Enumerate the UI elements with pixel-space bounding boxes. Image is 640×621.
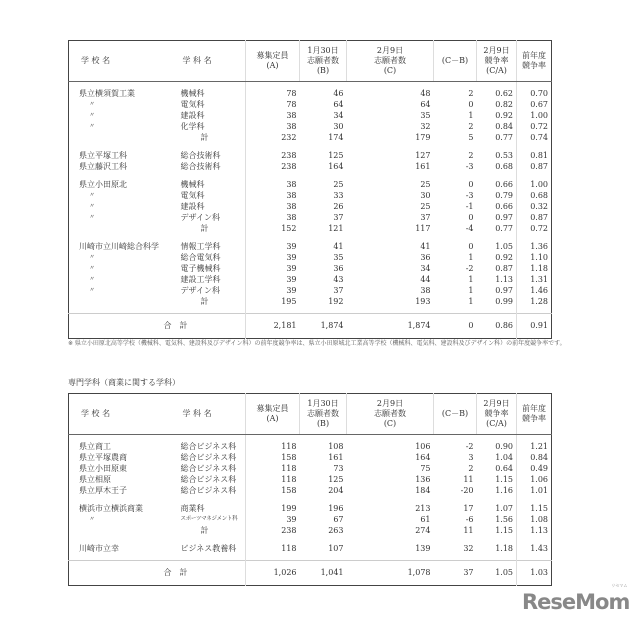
dept-name: 総合ビジネス科	[180, 475, 237, 484]
table-row	[69, 252, 552, 263]
applicants-jan30: 204	[328, 486, 344, 495]
table-row	[69, 110, 552, 121]
subtotal-row	[69, 296, 552, 307]
prev-rate: 1.36	[517, 241, 552, 252]
subtotal-row	[69, 132, 552, 143]
prev-rate: 1.18	[517, 263, 552, 274]
header-school: 学 校 名	[69, 394, 171, 435]
school-name: 〃	[89, 112, 96, 119]
header-cb: (C－B)	[434, 41, 477, 82]
diff: 2	[468, 464, 474, 473]
diff: 11	[463, 526, 474, 535]
table-row	[69, 212, 552, 223]
diff: 2	[468, 89, 474, 98]
header-row	[69, 394, 552, 435]
table-row	[69, 543, 552, 554]
table-row	[69, 161, 552, 172]
table-row	[69, 150, 552, 161]
capacity: 158	[246, 485, 300, 496]
applicants-jan30: 64	[333, 100, 344, 109]
rate: 0.82	[495, 100, 513, 109]
rate: 0.92	[495, 111, 513, 120]
applicants-feb9: 179	[415, 133, 431, 142]
school-name: 県立藤沢工科	[79, 162, 127, 171]
applicants-feb9: 106	[415, 442, 431, 451]
diff: 5	[468, 133, 474, 142]
total-applicants-jan30: 1,874	[300, 314, 347, 339]
dept-name: 総合ビジネス科	[180, 442, 237, 451]
rate: 0.66	[495, 180, 513, 189]
school-name: 県立小田原東	[79, 464, 127, 473]
school-name: 〃	[89, 203, 96, 210]
diff: 1	[468, 253, 474, 262]
capacity: 118	[246, 463, 300, 474]
prev-rate: 1.21	[517, 441, 552, 452]
capacity: 39	[246, 263, 300, 274]
diff: -2	[465, 442, 474, 451]
applicants-feb9: 44	[420, 275, 431, 284]
capacity: 39	[246, 252, 300, 263]
subtotal-row	[69, 525, 552, 536]
diff: -6	[465, 515, 474, 524]
rate: 0.66	[495, 202, 513, 211]
school-name	[69, 296, 171, 307]
capacity: 39	[246, 514, 300, 525]
capacity: 238	[246, 150, 300, 161]
total-applicants-jan30: 1,041	[300, 561, 347, 586]
diff: -3	[465, 162, 474, 171]
total-capacity: 2,181	[246, 314, 300, 339]
school-name: 〃	[89, 276, 96, 283]
applicants-feb9: 48	[420, 89, 431, 98]
capacity: 238	[246, 161, 300, 172]
total-prev-rate: 1.03	[517, 561, 552, 586]
applicants-jan30: 174	[328, 133, 344, 142]
table-row	[69, 463, 552, 474]
prev-rate: 1.01	[517, 485, 552, 496]
school-name: 県立平塚農商	[79, 453, 127, 462]
school-name: 〃	[89, 516, 96, 523]
total-applicants-feb9: 1,874	[347, 314, 434, 339]
table-row	[69, 285, 552, 296]
dept-name: 化学科	[180, 122, 205, 131]
dept-name: 総合電気科	[180, 253, 221, 262]
dept-name: 建設工学科	[180, 275, 221, 284]
dept-name: 機械科	[180, 180, 205, 189]
diff: 1	[468, 111, 474, 120]
capacity: 238	[246, 525, 300, 536]
prev-rate: 0.72	[517, 121, 552, 132]
prev-rate: 1.00	[517, 179, 552, 190]
header-row	[69, 41, 552, 82]
commercial-courses-table	[68, 393, 552, 586]
applicants-jan30: 192	[328, 297, 344, 306]
diff: 0	[468, 100, 474, 109]
prev-rate: 0.49	[517, 463, 552, 474]
applicants-jan30: 33	[333, 191, 344, 200]
capacity: 38	[246, 121, 300, 132]
rate: 0.64	[495, 464, 513, 473]
prev-rate: 0.67	[517, 99, 552, 110]
applicants-jan30: 37	[333, 213, 344, 222]
capacity: 38	[246, 190, 300, 201]
applicants-feb9: 136	[415, 475, 431, 484]
capacity: 78	[246, 99, 300, 110]
header-cb: (C－B)	[434, 394, 477, 435]
table-row	[69, 241, 552, 252]
applicants-feb9: 36	[420, 253, 431, 262]
table-row	[69, 503, 552, 514]
school-name: 県立横須賀工業	[79, 89, 135, 98]
school-name: 〃	[89, 287, 96, 294]
applicants-feb9: 164	[415, 453, 431, 462]
applicants-feb9: 127	[415, 151, 431, 160]
table-row	[69, 179, 552, 190]
header-prev: 前年度 競争率	[517, 41, 552, 82]
applicants-jan30: 67	[333, 515, 344, 524]
prev-rate: 0.84	[517, 452, 552, 463]
diff: -2	[465, 264, 474, 273]
diff: 1	[468, 286, 474, 295]
applicants-jan30: 73	[333, 464, 344, 473]
school-name	[69, 223, 171, 234]
school-name	[69, 525, 171, 536]
dept-name: 電気科	[180, 191, 205, 200]
applicants-jan30: 107	[328, 544, 344, 553]
rate: 1.18	[495, 544, 513, 553]
prev-rate: 1.46	[517, 285, 552, 296]
rate: 0.68	[495, 162, 513, 171]
rate: 0.53	[495, 151, 513, 160]
rate: 0.77	[495, 224, 513, 233]
rate: 0.79	[495, 191, 513, 200]
capacity: 199	[246, 503, 300, 514]
footnote: ※ 県立小田原北高等学校（機械科、電気科、建設科及びデザイン科）の前年度競争率は、県立小田原城北工業高等学校（機械科、電気科、建設科及びデザイン科）の前年度競争率です。	[68, 340, 566, 347]
total-diff: 37	[434, 561, 477, 586]
total-rate: 0.86	[477, 314, 517, 339]
diff: -4	[465, 224, 474, 233]
header-c: 2月9日 志願者数 (C)	[347, 394, 434, 435]
applicants-jan30: 25	[333, 180, 344, 189]
dept-name: デザイン科	[180, 286, 220, 295]
applicants-feb9: 38	[420, 286, 431, 295]
total-row	[69, 314, 552, 339]
dept-name: 計	[200, 133, 209, 142]
dept-name: 総合ビジネス科	[180, 453, 237, 462]
applicants-jan30: 196	[328, 504, 344, 513]
table-row	[69, 190, 552, 201]
prev-rate: 0.87	[517, 161, 552, 172]
school-name: 〃	[89, 254, 96, 261]
prev-rate: 0.32	[517, 201, 552, 212]
applicants-feb9: 75	[420, 464, 431, 473]
table-row	[69, 201, 552, 212]
dept-name: デザイン科	[180, 213, 220, 222]
rate: 0.99	[495, 297, 513, 306]
table-row	[69, 474, 552, 485]
rate: 0.97	[495, 286, 513, 295]
dept-name: 商業科	[180, 504, 205, 513]
capacity: 152	[246, 223, 300, 234]
section-title: 専門学科（商業に関する学科）	[68, 378, 180, 387]
prev-rate: 0.68	[517, 190, 552, 201]
table-row	[69, 263, 552, 274]
total-capacity: 1,026	[246, 561, 300, 586]
total-label: 合 計	[69, 314, 246, 339]
prev-rate: 1.43	[517, 543, 552, 554]
diff: 32	[463, 544, 474, 553]
applicants-feb9: 32	[420, 122, 431, 131]
capacity: 38	[246, 212, 300, 223]
applicants-jan30: 37	[333, 286, 344, 295]
header-dept: 学 科 名	[171, 394, 246, 435]
table-row	[69, 121, 552, 132]
rate: 1.15	[495, 526, 513, 535]
applicants-feb9: 161	[415, 162, 431, 171]
diff: 3	[468, 453, 474, 462]
applicants-feb9: 64	[420, 100, 431, 109]
dept-name: 総合技術科	[180, 162, 221, 171]
total-diff: 0	[434, 314, 477, 339]
school-name: 県立平塚工科	[79, 151, 127, 160]
applicants-feb9: 25	[420, 202, 431, 211]
dept-name: ビジネス教養科	[180, 544, 237, 553]
header-b: 1月30日 志願者数 (B)	[300, 394, 347, 435]
school-name: 県立商工	[79, 442, 111, 451]
rate: 1.16	[495, 486, 513, 495]
applicants-feb9: 61	[420, 515, 431, 524]
applicants-jan30: 121	[328, 224, 344, 233]
prev-rate: 1.08	[517, 514, 552, 525]
school-name: 〃	[89, 192, 96, 199]
applicants-jan30: 36	[333, 264, 344, 273]
rate: 0.97	[495, 213, 513, 222]
rate: 1.56	[495, 515, 513, 524]
applicants-feb9: 184	[415, 486, 431, 495]
prev-rate: 1.31	[517, 274, 552, 285]
total-label: 合 計	[69, 561, 246, 586]
total-applicants-feb9: 1,078	[347, 561, 434, 586]
school-name: 川崎市立川崎総合科学	[79, 242, 159, 251]
school-name	[69, 132, 171, 143]
table-row	[69, 485, 552, 496]
applicants-jan30: 35	[333, 253, 344, 262]
rate: 1.05	[495, 242, 513, 251]
header-dept: 学 科 名	[171, 41, 246, 82]
school-name: 横浜市立横浜商業	[79, 504, 143, 513]
diff: 2	[468, 151, 474, 160]
dept-name: 建設科	[180, 202, 205, 211]
capacity: 39	[246, 285, 300, 296]
prev-rate: 0.72	[517, 223, 552, 234]
header-b: 1月30日 志願者数 (B)	[300, 41, 347, 82]
total-row	[69, 561, 552, 586]
school-name: 〃	[89, 214, 96, 221]
diff: 11	[463, 475, 474, 484]
total-rate: 1.05	[477, 561, 517, 586]
applicants-feb9: 41	[420, 242, 431, 251]
diff: 0	[468, 213, 474, 222]
dept-name: 総合ビジネス科	[180, 464, 237, 473]
applicants-jan30: 43	[333, 275, 344, 284]
applicants-jan30: 26	[333, 202, 344, 211]
dept-name: 電子機械科	[180, 264, 221, 273]
diff: -3	[465, 191, 474, 200]
prev-rate: 0.81	[517, 150, 552, 161]
applicants-feb9: 35	[420, 111, 431, 120]
header-a: 募集定員 (A)	[246, 394, 300, 435]
dept-name: 建設科	[180, 111, 205, 120]
dept-name: 計	[200, 224, 209, 233]
subtotal-row	[69, 223, 552, 234]
rate: 1.13	[495, 275, 513, 284]
prev-rate: 1.00	[517, 110, 552, 121]
rate: 1.04	[495, 453, 513, 462]
applicants-feb9: 213	[415, 504, 431, 513]
rate: 0.92	[495, 253, 513, 262]
diff: 17	[463, 504, 474, 513]
table-row	[69, 274, 552, 285]
capacity: 118	[246, 474, 300, 485]
header-school: 学 校 名	[69, 41, 171, 82]
prev-rate: 1.13	[517, 525, 552, 536]
applicants-feb9: 34	[420, 264, 431, 273]
header-c: 2月9日 志願者数 (C)	[347, 41, 434, 82]
applicants-feb9: 193	[415, 297, 431, 306]
capacity: 38	[246, 179, 300, 190]
capacity: 158	[246, 452, 300, 463]
capacity: 118	[246, 543, 300, 554]
school-name: 〃	[89, 265, 96, 272]
school-name: 県立厚木王子	[79, 486, 127, 495]
total-prev-rate: 0.91	[517, 314, 552, 339]
dept-name: 総合ビジネス科	[180, 486, 237, 495]
applicants-jan30: 34	[333, 111, 344, 120]
applicants-jan30: 108	[328, 442, 344, 451]
prev-rate: 1.28	[517, 296, 552, 307]
applicants-jan30: 125	[328, 151, 344, 160]
diff: 0	[468, 180, 474, 189]
header-a: 募集定員 (A)	[246, 41, 300, 82]
school-name: 〃	[89, 123, 96, 130]
school-name: 〃	[89, 101, 96, 108]
table-row	[69, 441, 552, 452]
dept-name: スポーツマネジメント科	[180, 516, 238, 522]
prev-rate: 1.06	[517, 474, 552, 485]
prev-rate: 0.70	[517, 88, 552, 99]
table-row	[69, 88, 552, 99]
industrial-courses-table	[68, 40, 552, 339]
dept-name: 機械科	[180, 89, 205, 98]
table-row	[69, 452, 552, 463]
applicants-feb9: 117	[415, 224, 431, 233]
rate: 0.77	[495, 133, 513, 142]
capacity: 232	[246, 132, 300, 143]
rate: 1.15	[495, 475, 513, 484]
capacity: 38	[246, 201, 300, 212]
applicants-jan30: 41	[333, 242, 344, 251]
prev-rate: 1.10	[517, 252, 552, 263]
header-prev: 前年度 競争率	[517, 394, 552, 435]
applicants-jan30: 164	[328, 162, 344, 171]
header-rate: 2月9日 競争率 (C/A)	[477, 41, 517, 82]
dept-name: 電気科	[180, 100, 205, 109]
dept-name: 情報工学科	[180, 242, 221, 251]
capacity: 39	[246, 241, 300, 252]
resemom-logo: ReseMom リセマム	[522, 583, 630, 614]
applicants-jan30: 263	[328, 526, 344, 535]
diff: -1	[465, 202, 474, 211]
dept-name: 計	[200, 526, 209, 535]
school-name: 川崎市立幸	[79, 544, 119, 553]
applicants-jan30: 161	[328, 453, 344, 462]
applicants-feb9: 37	[420, 213, 431, 222]
applicants-feb9: 30	[420, 191, 431, 200]
applicants-jan30: 125	[328, 475, 344, 484]
applicants-jan30: 30	[333, 122, 344, 131]
applicants-feb9: 274	[415, 526, 431, 535]
applicants-feb9: 25	[420, 180, 431, 189]
applicants-feb9: 139	[415, 544, 431, 553]
table-row	[69, 99, 552, 110]
capacity: 39	[246, 274, 300, 285]
dept-name: 計	[200, 297, 209, 306]
rate: 0.62	[495, 89, 513, 98]
diff: 0	[468, 242, 474, 251]
dept-name: 総合技術科	[180, 151, 221, 160]
capacity: 195	[246, 296, 300, 307]
rate: 0.84	[495, 122, 513, 131]
school-name: 県立小田原北	[79, 180, 127, 189]
prev-rate: 1.15	[517, 503, 552, 514]
capacity: 78	[246, 88, 300, 99]
prev-rate: 0.87	[517, 212, 552, 223]
diff: 2	[468, 122, 474, 131]
diff: 1	[468, 275, 474, 284]
capacity: 118	[246, 441, 300, 452]
rate: 0.90	[495, 442, 513, 451]
prev-rate: 0.74	[517, 132, 552, 143]
table-row	[69, 514, 552, 525]
rate: 0.87	[495, 264, 513, 273]
diff: -20	[460, 486, 474, 495]
rate: 1.07	[495, 504, 513, 513]
header-rate: 2月9日 競争率 (C/A)	[477, 394, 517, 435]
school-name: 県立相原	[79, 475, 111, 484]
applicants-jan30: 46	[333, 89, 344, 98]
capacity: 38	[246, 110, 300, 121]
diff: 1	[468, 297, 474, 306]
